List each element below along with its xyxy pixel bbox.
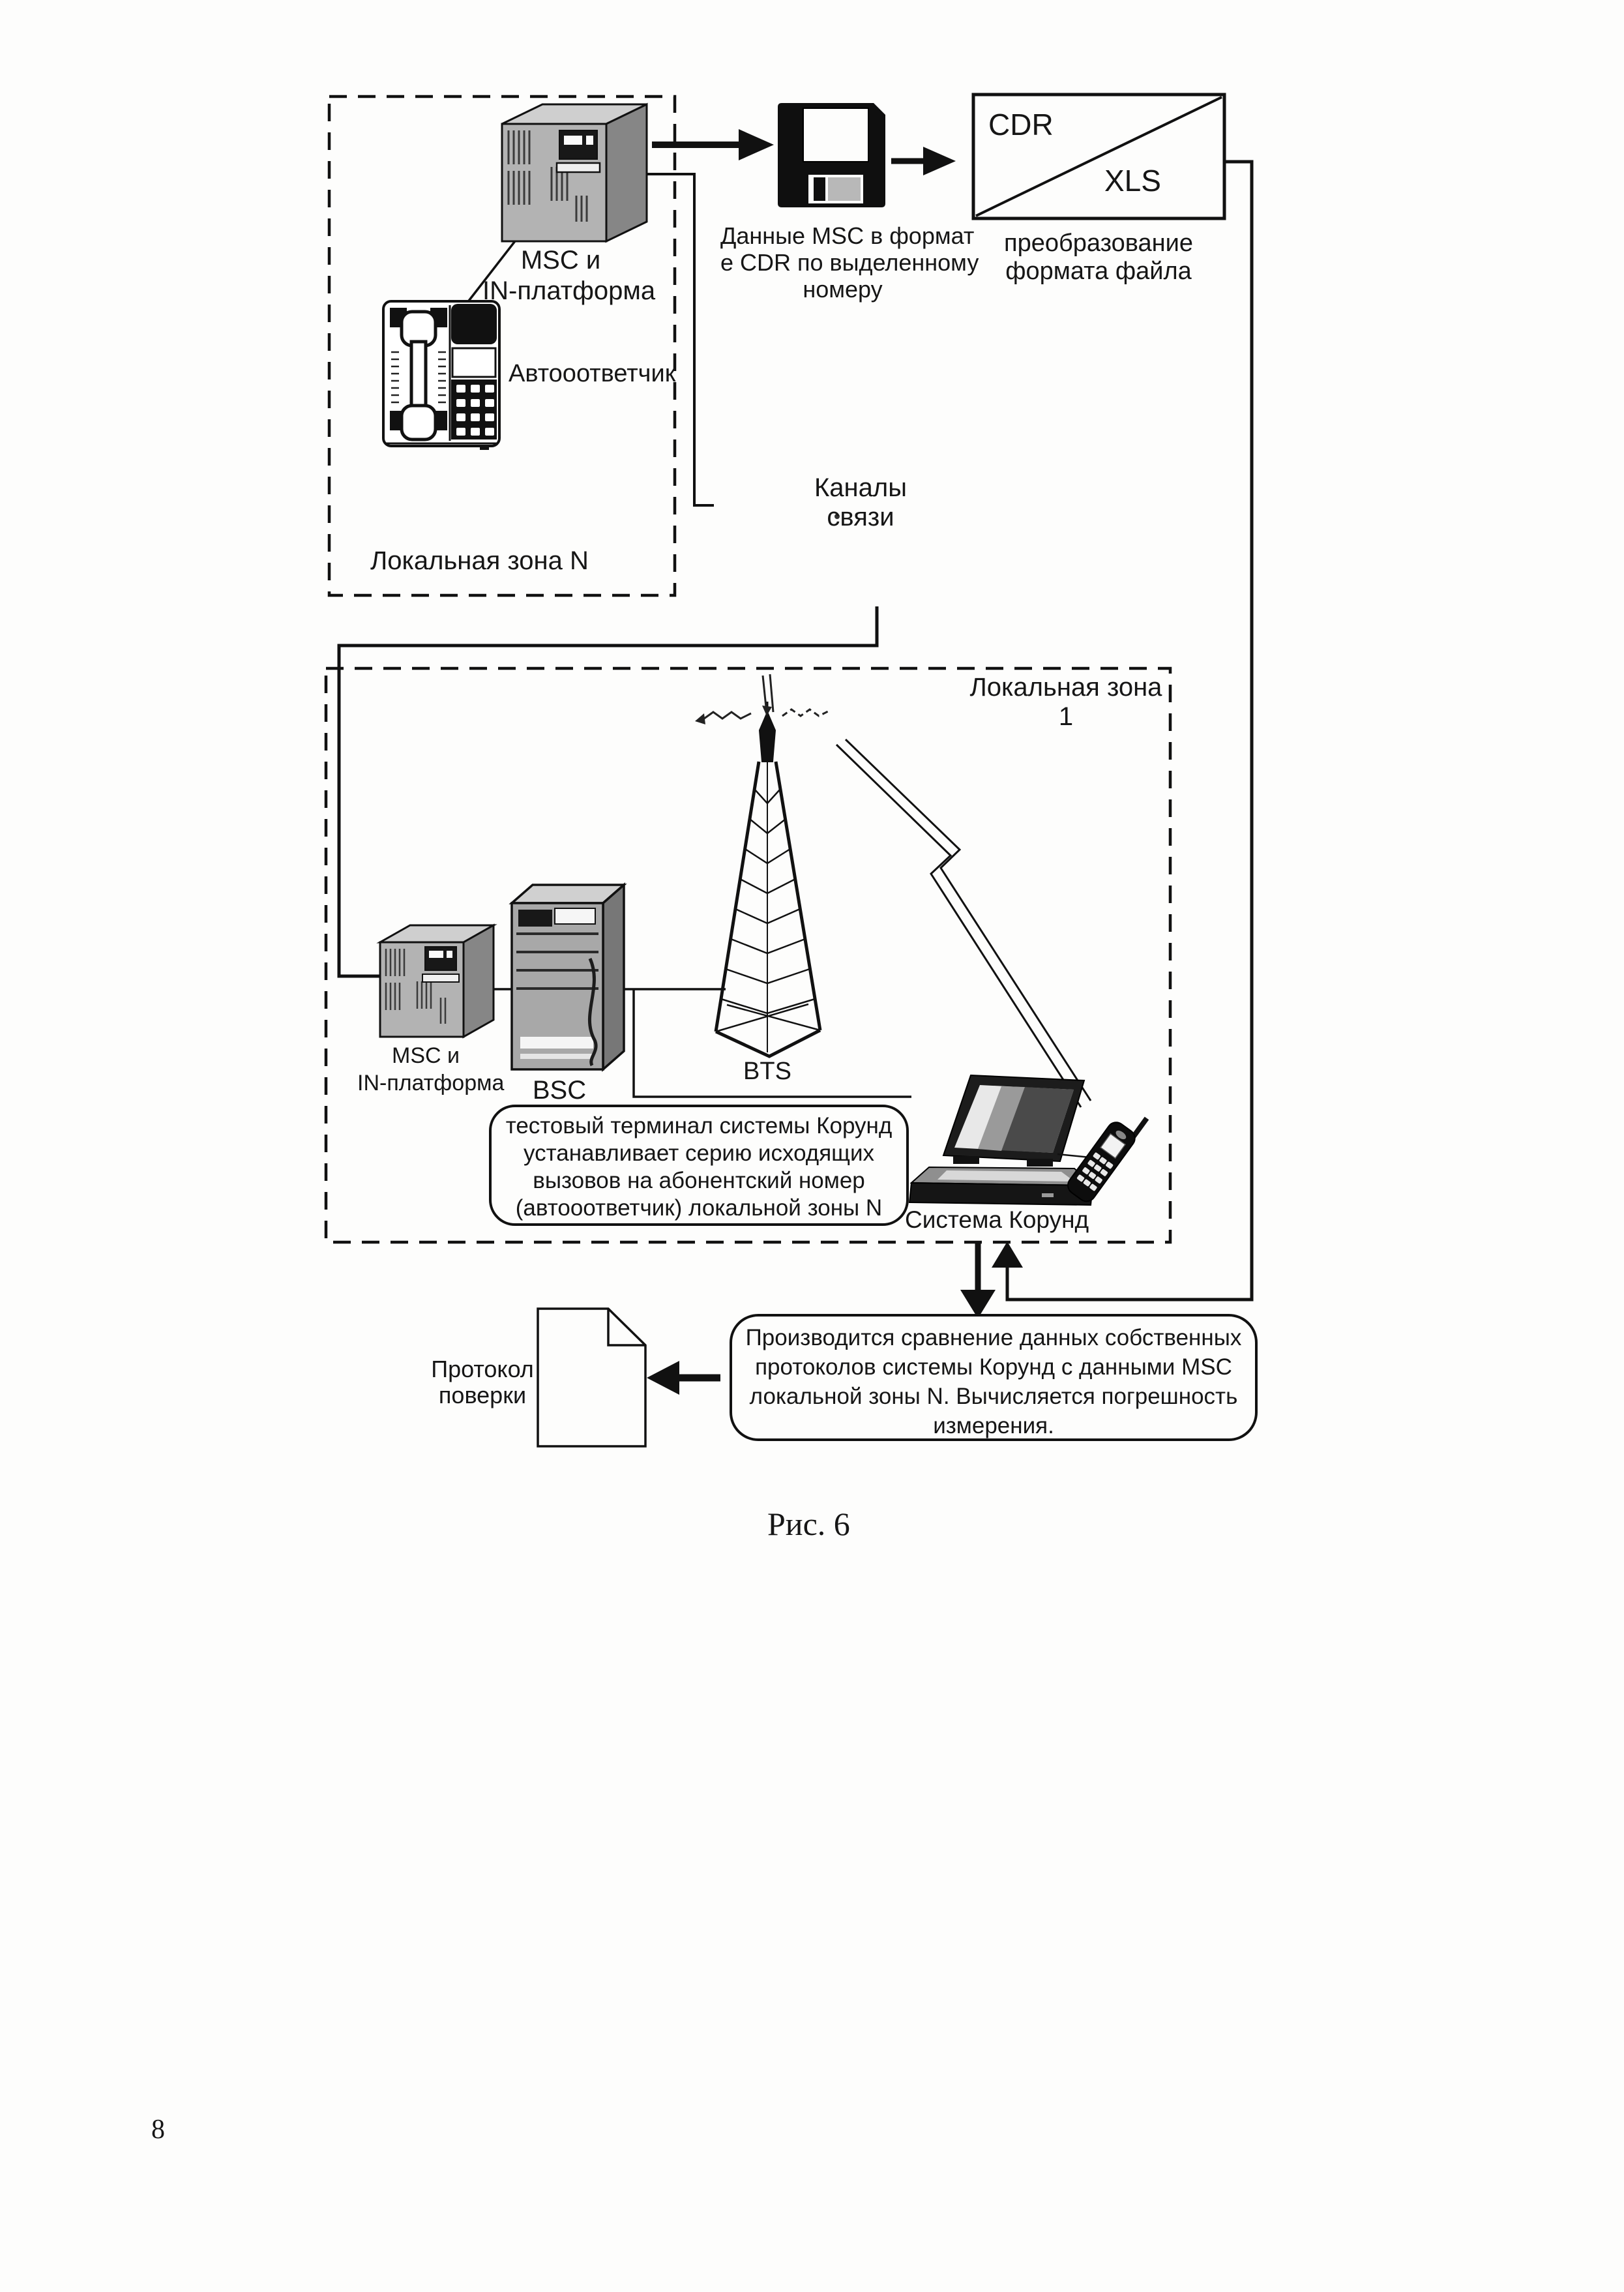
comparison-text-line3: локальной зоны N. Вычисляется погрешность	[749, 1384, 1238, 1409]
document-icon	[538, 1309, 645, 1446]
zone-n-label: Локальная зона N	[370, 546, 589, 575]
protocol-label-line1: Протокол	[431, 1356, 534, 1382]
comparison-text-line4: измерения.	[933, 1413, 1054, 1438]
msc-1-label-line2: IN-платформа	[357, 1071, 505, 1095]
radio-waves-icon	[695, 674, 829, 724]
bsc-icon	[512, 885, 624, 1069]
bts-tower-icon	[716, 702, 820, 1056]
msc-1-label-line1: MSC и	[392, 1043, 460, 1068]
channels-label: Каналы связи	[814, 473, 907, 531]
xls-format-label: XLS	[1104, 164, 1161, 198]
converter-caption-line2: формата файла	[1005, 258, 1192, 285]
floppy-caption-line2: е CDR по выделенному	[720, 249, 979, 276]
floppy-caption-line1: Данные MSC в формат	[720, 222, 975, 249]
korund-to-compare-arrow	[960, 1243, 996, 1318]
bsc-label: BSC	[532, 1076, 587, 1105]
compare-to-protocol-arrow	[647, 1361, 720, 1395]
msc-n-label-line2: IN-платформа	[482, 276, 656, 305]
arrow-msc-to-floppy	[652, 129, 774, 160]
bts-label: BTS	[743, 1058, 791, 1085]
protocol-label	[424, 1356, 541, 1408]
answering-machine-icon	[383, 301, 499, 450]
comparison-text-line2: протоколов системы Корунд с данными MSC	[755, 1354, 1232, 1380]
floppy-caption	[720, 222, 979, 303]
korund-label: Система Корунд	[905, 1206, 1089, 1233]
arrow-floppy-to-converter	[891, 147, 956, 175]
lightning-bolt-icon	[836, 739, 1091, 1107]
msc-n-label-line1: MSC и	[520, 246, 601, 275]
converter-caption-line1: преобразование	[1004, 230, 1193, 257]
figure-caption: Рис. 6	[767, 1506, 850, 1542]
zone-1-label: Локальная зона 1	[969, 673, 1162, 731]
msc-n-label	[482, 245, 656, 306]
comparison-text-line1: Производится сравнение данных собственных	[745, 1325, 1242, 1350]
mobile-phone-icon	[1065, 1103, 1150, 1204]
msc-1-label	[357, 1042, 505, 1097]
note-text	[494, 1112, 904, 1222]
answering-machine-label: Автооответчик	[509, 360, 676, 387]
cdr-format-label: CDR	[988, 108, 1054, 141]
msc-n-server-icon	[502, 104, 647, 241]
floppy-icon	[778, 103, 885, 207]
channel-line-zone-n	[647, 174, 714, 505]
arrowhead-up-icon	[992, 1242, 1023, 1268]
note-text-line2: устанавливает серию исходящих	[523, 1140, 875, 1166]
msc-1-server-icon	[380, 925, 494, 1037]
comparison-text	[737, 1323, 1250, 1440]
converter-caption	[978, 230, 1219, 286]
note-text-line1: тестовый терминал системы Корунд	[505, 1113, 893, 1139]
protocol-label-line2: поверки	[438, 1382, 527, 1408]
note-text-line3: вызовов на абонентский номер	[533, 1168, 865, 1193]
floppy-caption-line3: номеру	[803, 276, 883, 303]
note-text-line4: (автооответчик) локальной зоны N	[515, 1195, 883, 1221]
page-number: 8	[151, 2115, 165, 2145]
